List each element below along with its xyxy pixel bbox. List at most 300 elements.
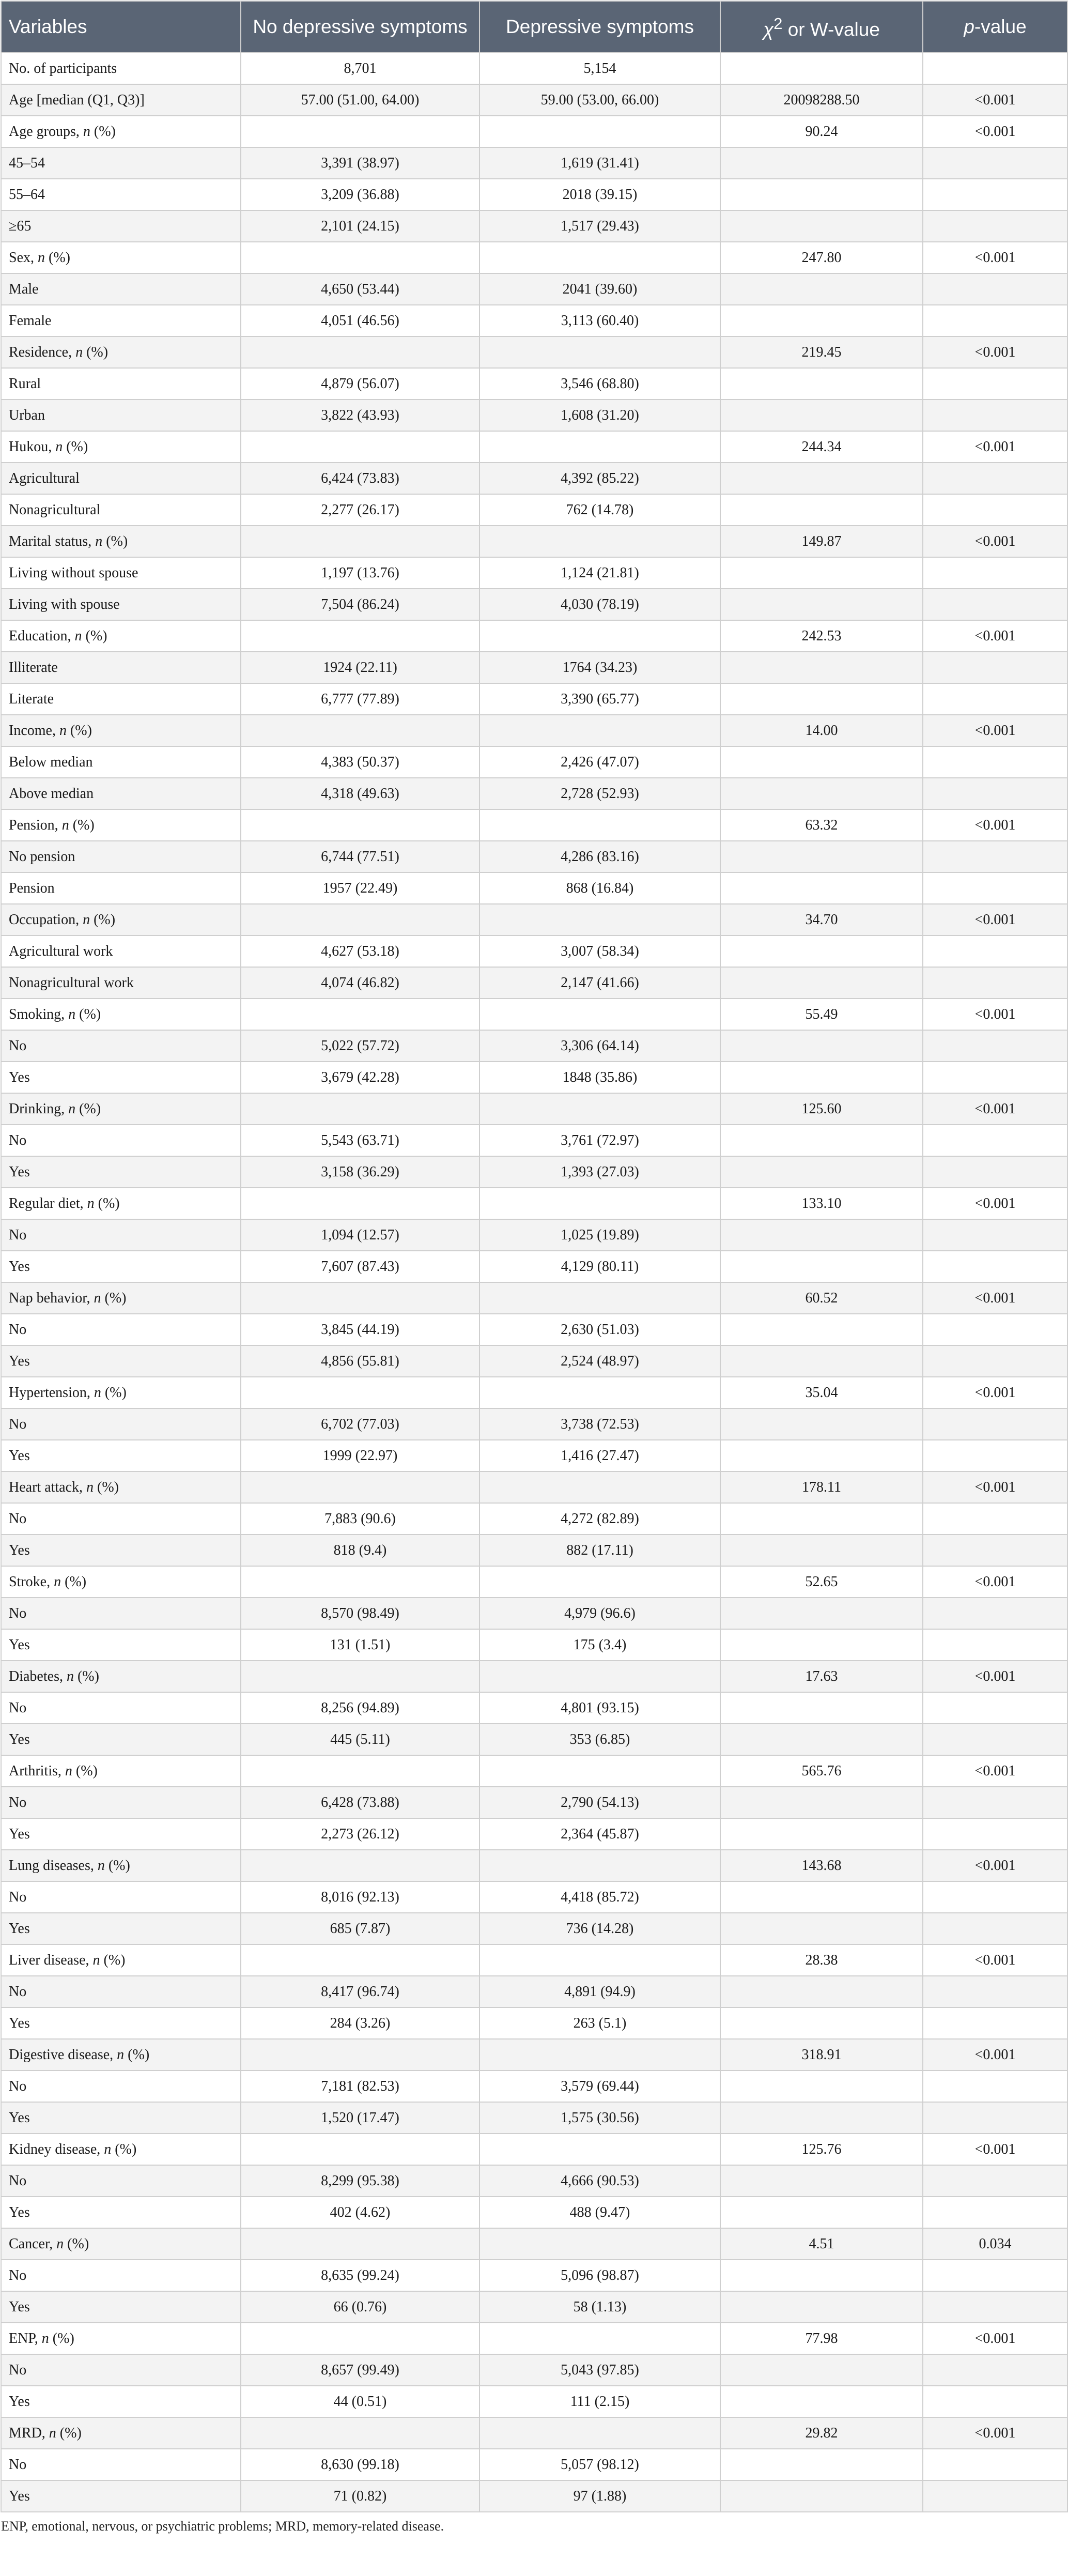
depressive-value: 1848 (35.86) — [479, 1062, 720, 1093]
no-depressive-value: 8,701 — [241, 53, 479, 84]
depressive-value — [479, 1944, 720, 1976]
row-label-suffix: (%) — [83, 344, 109, 360]
table-row — [1, 904, 1067, 936]
depressive-value: 5,057 (98.12) — [479, 2449, 720, 2480]
chi-or-w-value: 244.34 — [720, 431, 923, 463]
no-depressive-value — [241, 431, 479, 463]
row-label — [1, 2134, 241, 2165]
p-value — [923, 1692, 1067, 1724]
row-label-n: n — [54, 1573, 61, 1590]
p-value — [923, 589, 1067, 620]
row-label-text: Drinking, — [9, 1100, 69, 1117]
row-label-text: Diabetes, — [9, 1668, 67, 1684]
depressive-value: 3,761 (72.97) — [479, 1125, 720, 1156]
chi-or-w-value — [720, 305, 923, 336]
chi-or-w-value: 4.51 — [720, 2228, 923, 2260]
row-label: Yes — [1, 2197, 241, 2228]
depressive-value — [479, 2417, 720, 2449]
chi-or-w-value — [720, 147, 923, 179]
no-depressive-value — [241, 1093, 479, 1125]
depressive-value — [479, 2323, 720, 2354]
p-value — [923, 778, 1067, 809]
chi-or-w-value — [720, 2007, 923, 2039]
row-label: Yes — [1, 1629, 241, 1661]
no-depressive-value — [241, 620, 479, 652]
row-label-suffix: (%) — [49, 2330, 74, 2347]
p-value — [923, 2449, 1067, 2480]
table-row — [1, 589, 1067, 620]
row-label: No — [1, 2071, 241, 2102]
row-label-n: n — [95, 533, 103, 549]
depressive-value: 1,517 (29.43) — [479, 210, 720, 242]
no-depressive-value — [241, 809, 479, 841]
table-footnote: ENP, emotional, nervous, or psychiatric problems; MRD, memory-related disease. — [1, 2519, 444, 2534]
p-value — [923, 2165, 1067, 2197]
characteristics-table — [1, 1, 1068, 2512]
no-depressive-value: 3,158 (36.29) — [241, 1156, 479, 1188]
row-label-text: Lung diseases, — [9, 1857, 98, 1874]
chi-or-w-value — [720, 400, 923, 431]
chi-or-w-value: 318.91 — [720, 2039, 923, 2071]
p-value — [923, 1345, 1067, 1377]
row-label-suffix: (%) — [75, 1100, 101, 1117]
p-value — [923, 1976, 1067, 2007]
p-value: <0.001 — [923, 336, 1067, 368]
chi-or-w-value — [720, 1818, 923, 1850]
table-row — [1, 1692, 1067, 1724]
p-value: <0.001 — [923, 809, 1067, 841]
row-label — [1, 1093, 241, 1125]
row-label-text: MRD, — [9, 2425, 49, 2441]
row-label — [1, 2323, 241, 2354]
table-row — [1, 431, 1067, 463]
row-label-n: n — [83, 911, 90, 928]
row-label-suffix: (%) — [101, 1290, 127, 1306]
depressive-value — [479, 1377, 720, 1408]
p-value: <0.001 — [923, 2417, 1067, 2449]
no-depressive-value: 1924 (22.11) — [241, 652, 479, 683]
chi-or-w-value — [720, 1440, 923, 1471]
table-row — [1, 1156, 1067, 1188]
depressive-value — [479, 2134, 720, 2165]
chi-or-w-value — [720, 652, 923, 683]
table-row — [1, 2007, 1067, 2039]
row-label — [1, 904, 241, 936]
no-depressive-value — [241, 1661, 479, 1692]
chi-or-w-value — [720, 589, 923, 620]
no-depressive-value — [241, 1188, 479, 1219]
table-row — [1, 809, 1067, 841]
no-depressive-value: 8,657 (99.49) — [241, 2354, 479, 2386]
chi-or-w-value — [720, 1535, 923, 1566]
table-row — [1, 2197, 1067, 2228]
row-label-text: Regular diet, — [9, 1195, 87, 1212]
depressive-value: 1,575 (30.56) — [479, 2102, 720, 2134]
no-depressive-value — [241, 526, 479, 557]
row-label-text: Smoking, — [9, 1006, 69, 1022]
p-value — [923, 2480, 1067, 2512]
row-label-suffix: (%) — [56, 2425, 82, 2441]
no-depressive-value: 2,277 (26.17) — [241, 494, 479, 526]
row-label-text: ENP, — [9, 2330, 42, 2347]
p-value — [923, 1881, 1067, 1913]
no-depressive-value — [241, 999, 479, 1030]
depressive-value: 4,801 (93.15) — [479, 1692, 720, 1724]
row-label: Female — [1, 305, 241, 336]
no-depressive-value: 4,856 (55.81) — [241, 1345, 479, 1377]
chi-or-w-value — [720, 683, 923, 715]
no-depressive-value: 6,744 (77.51) — [241, 841, 479, 872]
row-label — [1, 2039, 241, 2071]
p-value — [923, 1408, 1067, 1440]
no-depressive-value: 1957 (22.49) — [241, 872, 479, 904]
chi-or-w-value — [720, 557, 923, 589]
no-depressive-value: 8,570 (98.49) — [241, 1598, 479, 1629]
no-depressive-value: 1,094 (12.57) — [241, 1219, 479, 1251]
p-value: <0.001 — [923, 526, 1067, 557]
chi-or-w-value: 34.70 — [720, 904, 923, 936]
row-label: Yes — [1, 2007, 241, 2039]
table-row — [1, 2165, 1067, 2197]
chi-or-w-value — [720, 1408, 923, 1440]
row-label: Yes — [1, 2102, 241, 2134]
p-value: <0.001 — [923, 242, 1067, 273]
row-label-text: Hypertension, — [9, 1384, 94, 1401]
row-label-text: Education, — [9, 627, 75, 644]
row-label-text: Kidney disease, — [9, 2141, 104, 2157]
header-chi-or-w — [720, 1, 923, 53]
depressive-value — [479, 1566, 720, 1598]
row-label-n: n — [65, 1762, 72, 1779]
chi-or-w-value — [720, 1314, 923, 1345]
table-row — [1, 936, 1067, 967]
row-label-suffix: (%) — [104, 1857, 130, 1874]
row-label: Yes — [1, 1818, 241, 1850]
chi-or-w-value — [720, 841, 923, 872]
chi-or-w-value — [720, 967, 923, 999]
table-row — [1, 999, 1067, 1030]
row-label-suffix: (%) — [90, 123, 116, 140]
depressive-value: 175 (3.4) — [479, 1629, 720, 1661]
depressive-value: 1,416 (27.47) — [479, 1440, 720, 1471]
row-label-n: n — [41, 2330, 49, 2347]
chi-or-w-value — [720, 2291, 923, 2323]
row-label: No — [1, 1408, 241, 1440]
depressive-value: 4,891 (94.9) — [479, 1976, 720, 2007]
depressive-value: 58 (1.13) — [479, 2291, 720, 2323]
no-depressive-value: 2,101 (24.15) — [241, 210, 479, 242]
depressive-value: 263 (5.1) — [479, 2007, 720, 2039]
table-row — [1, 2102, 1067, 2134]
p-value: <0.001 — [923, 116, 1067, 147]
depressive-value: 4,418 (85.72) — [479, 1881, 720, 1913]
row-label-suffix: (%) — [69, 817, 95, 833]
depressive-value: 882 (17.11) — [479, 1535, 720, 1566]
no-depressive-value: 6,428 (73.88) — [241, 1787, 479, 1818]
row-label-text: Digestive disease, — [9, 2046, 117, 2063]
row-label: No — [1, 1881, 241, 1913]
table-body — [1, 53, 1067, 2512]
chi-superscript: 2 — [773, 14, 783, 33]
chi-or-w-value — [720, 2197, 923, 2228]
no-depressive-value — [241, 1566, 479, 1598]
chi-or-w-value: 60.52 — [720, 1282, 923, 1314]
table-row — [1, 1062, 1067, 1093]
depressive-value — [479, 1471, 720, 1503]
table-row — [1, 967, 1067, 999]
no-depressive-value: 8,016 (92.13) — [241, 1881, 479, 1913]
row-label — [1, 431, 241, 463]
chi-or-w-value — [720, 210, 923, 242]
table-row — [1, 305, 1067, 336]
row-label-n: n — [92, 1952, 100, 1968]
p-value: <0.001 — [923, 715, 1067, 746]
no-depressive-value — [241, 242, 479, 273]
chi-or-w-value — [720, 2354, 923, 2386]
no-depressive-value: 4,051 (46.56) — [241, 305, 479, 336]
row-label: No — [1, 1125, 241, 1156]
row-label: Agricultural work — [1, 936, 241, 967]
depressive-value: 2,364 (45.87) — [479, 1818, 720, 1850]
p-value: <0.001 — [923, 1944, 1067, 1976]
p-value — [923, 1913, 1067, 1944]
chi-or-w-value — [720, 1976, 923, 2007]
row-label-text: Hukou, — [9, 438, 56, 455]
row-label — [1, 116, 241, 147]
depressive-value — [479, 1188, 720, 1219]
p-value: <0.001 — [923, 1755, 1067, 1787]
p-value: <0.001 — [923, 1471, 1067, 1503]
no-depressive-value: 131 (1.51) — [241, 1629, 479, 1661]
row-label — [1, 999, 241, 1030]
p-value — [923, 273, 1067, 305]
chi-or-w-value — [720, 2260, 923, 2291]
depressive-value — [479, 620, 720, 652]
row-label — [1, 2228, 241, 2260]
table-row — [1, 2071, 1067, 2102]
row-label-suffix: (%) — [94, 1479, 119, 1495]
row-label-text: Marital status, — [9, 533, 96, 549]
table-row — [1, 1755, 1067, 1787]
row-label-suffix: (%) — [100, 1952, 126, 1968]
row-label: Above median — [1, 778, 241, 809]
chi-or-w-value — [720, 494, 923, 526]
table-row — [1, 1881, 1067, 1913]
chi-or-w-value — [720, 2480, 923, 2512]
depressive-value — [479, 999, 720, 1030]
p-value — [923, 368, 1067, 400]
table-row — [1, 1314, 1067, 1345]
chi-or-w-value — [720, 1062, 923, 1093]
p-symbol: p — [964, 16, 974, 37]
row-label-text: Age groups, — [9, 123, 83, 140]
row-label — [1, 2417, 241, 2449]
row-label — [1, 336, 241, 368]
depressive-value: 2,426 (47.07) — [479, 746, 720, 778]
header-variables: Variables — [1, 1, 241, 53]
row-label: Urban — [1, 400, 241, 431]
no-depressive-value — [241, 2039, 479, 2071]
depressive-value: 2,728 (52.93) — [479, 778, 720, 809]
row-label-text: Arthritis, — [9, 1762, 65, 1779]
p-value — [923, 872, 1067, 904]
table-row — [1, 620, 1067, 652]
table-row — [1, 210, 1067, 242]
depressive-value: 1,025 (19.89) — [479, 1219, 720, 1251]
p-value: <0.001 — [923, 1093, 1067, 1125]
depressive-value: 3,007 (58.34) — [479, 936, 720, 967]
no-depressive-value: 8,299 (95.38) — [241, 2165, 479, 2197]
row-label: No — [1, 1976, 241, 2007]
row-label: Yes — [1, 1345, 241, 1377]
p-value — [923, 557, 1067, 589]
no-depressive-value — [241, 1471, 479, 1503]
depressive-value — [479, 1282, 720, 1314]
p-value: <0.001 — [923, 1377, 1067, 1408]
table-row — [1, 1093, 1067, 1125]
chi-or-w-value: 125.76 — [720, 2134, 923, 2165]
no-depressive-value: 44 (0.51) — [241, 2386, 479, 2417]
chi-or-w-value: 35.04 — [720, 1377, 923, 1408]
depressive-value: 111 (2.15) — [479, 2386, 720, 2417]
p-value: <0.001 — [923, 1282, 1067, 1314]
row-label — [1, 1944, 241, 1976]
chi-or-w-value: 52.65 — [720, 1566, 923, 1598]
row-label: Yes — [1, 1156, 241, 1188]
row-label-n: n — [104, 2141, 112, 2157]
chi-suffix: or W-value — [782, 19, 880, 40]
p-value — [923, 494, 1067, 526]
row-label-suffix: (%) — [72, 1762, 98, 1779]
row-label-suffix: (%) — [90, 911, 116, 928]
p-value — [923, 53, 1067, 84]
no-depressive-value — [241, 116, 479, 147]
header-no-depressive: No depressive symptoms — [241, 1, 479, 53]
row-label-suffix: (%) — [73, 1668, 99, 1684]
row-label — [1, 1282, 241, 1314]
chi-or-w-value: 20098288.50 — [720, 84, 923, 116]
table-row — [1, 1661, 1067, 1692]
table-row — [1, 778, 1067, 809]
row-label-suffix: (%) — [101, 1384, 127, 1401]
chi-or-w-value: 178.11 — [720, 1471, 923, 1503]
chi-or-w-value: 29.82 — [720, 2417, 923, 2449]
p-value — [923, 1251, 1067, 1282]
table-row — [1, 2480, 1067, 2512]
chi-or-w-value: 14.00 — [720, 715, 923, 746]
table-row — [1, 2449, 1067, 2480]
chi-or-w-value — [720, 2386, 923, 2417]
table-row — [1, 2039, 1067, 2071]
p-value — [923, 1219, 1067, 1251]
row-label: No — [1, 1692, 241, 1724]
depressive-value: 1,608 (31.20) — [479, 400, 720, 431]
p-value — [923, 2102, 1067, 2134]
chi-or-w-value: 133.10 — [720, 1188, 923, 1219]
p-value — [923, 1818, 1067, 1850]
depressive-value — [479, 2039, 720, 2071]
p-value — [923, 1535, 1067, 1566]
chi-or-w-value: 143.68 — [720, 1850, 923, 1881]
row-label: Literate — [1, 683, 241, 715]
depressive-value: 2041 (39.60) — [479, 273, 720, 305]
depressive-value — [479, 2228, 720, 2260]
chi-or-w-value — [720, 1219, 923, 1251]
no-depressive-value: 4,318 (49.63) — [241, 778, 479, 809]
chi-or-w-value — [720, 1629, 923, 1661]
table-row — [1, 116, 1067, 147]
row-label: Yes — [1, 1724, 241, 1755]
no-depressive-value — [241, 1850, 479, 1881]
row-label: No — [1, 1219, 241, 1251]
no-depressive-value: 1999 (22.97) — [241, 1440, 479, 1471]
row-label: Yes — [1, 1251, 241, 1282]
depressive-value: 5,096 (98.87) — [479, 2260, 720, 2291]
row-label-text: Nap behavior, — [9, 1290, 94, 1306]
chi-or-w-value — [720, 778, 923, 809]
depressive-value — [479, 431, 720, 463]
row-label — [1, 1188, 241, 1219]
chi-or-w-value — [720, 936, 923, 967]
chi-or-w-value: 125.60 — [720, 1093, 923, 1125]
row-label: Yes — [1, 2386, 241, 2417]
p-value: <0.001 — [923, 2134, 1067, 2165]
depressive-value: 1,124 (21.81) — [479, 557, 720, 589]
row-label-n: n — [66, 1668, 74, 1684]
row-label-n: n — [38, 249, 45, 266]
p-value — [923, 2197, 1067, 2228]
chi-or-w-value: 63.32 — [720, 809, 923, 841]
no-depressive-value — [241, 904, 479, 936]
table-row — [1, 368, 1067, 400]
no-depressive-value: 4,074 (46.82) — [241, 967, 479, 999]
row-label-n: n — [86, 1479, 94, 1495]
row-label-suffix: (%) — [75, 1006, 101, 1022]
row-label: Illiterate — [1, 652, 241, 683]
no-depressive-value — [241, 2417, 479, 2449]
row-label: Yes — [1, 2480, 241, 2512]
chi-or-w-value — [720, 1503, 923, 1535]
depressive-value — [479, 1093, 720, 1125]
table-row — [1, 2134, 1067, 2165]
p-value: <0.001 — [923, 904, 1067, 936]
row-label — [1, 1755, 241, 1787]
table-row — [1, 652, 1067, 683]
no-depressive-value: 1,197 (13.76) — [241, 557, 479, 589]
depressive-value — [479, 1755, 720, 1787]
table-row — [1, 2417, 1067, 2449]
no-depressive-value: 4,879 (56.07) — [241, 368, 479, 400]
no-depressive-value — [241, 1944, 479, 1976]
p-value — [923, 1629, 1067, 1661]
row-label: No — [1, 1030, 241, 1062]
depressive-value: 4,129 (80.11) — [479, 1251, 720, 1282]
no-depressive-value: 3,845 (44.19) — [241, 1314, 479, 1345]
row-label — [1, 242, 241, 273]
depressive-value: 2,147 (41.66) — [479, 967, 720, 999]
row-label-n: n — [87, 1195, 95, 1212]
row-label-suffix: (%) — [61, 1573, 87, 1590]
table-row — [1, 1503, 1067, 1535]
table-row — [1, 1629, 1067, 1661]
chi-or-w-value: 219.45 — [720, 336, 923, 368]
chi-or-w-value: 77.98 — [720, 2323, 923, 2354]
p-value — [923, 1062, 1067, 1093]
p-value — [923, 1125, 1067, 1156]
depressive-value: 1764 (34.23) — [479, 652, 720, 683]
p-value — [923, 210, 1067, 242]
depressive-value: 3,113 (60.40) — [479, 305, 720, 336]
